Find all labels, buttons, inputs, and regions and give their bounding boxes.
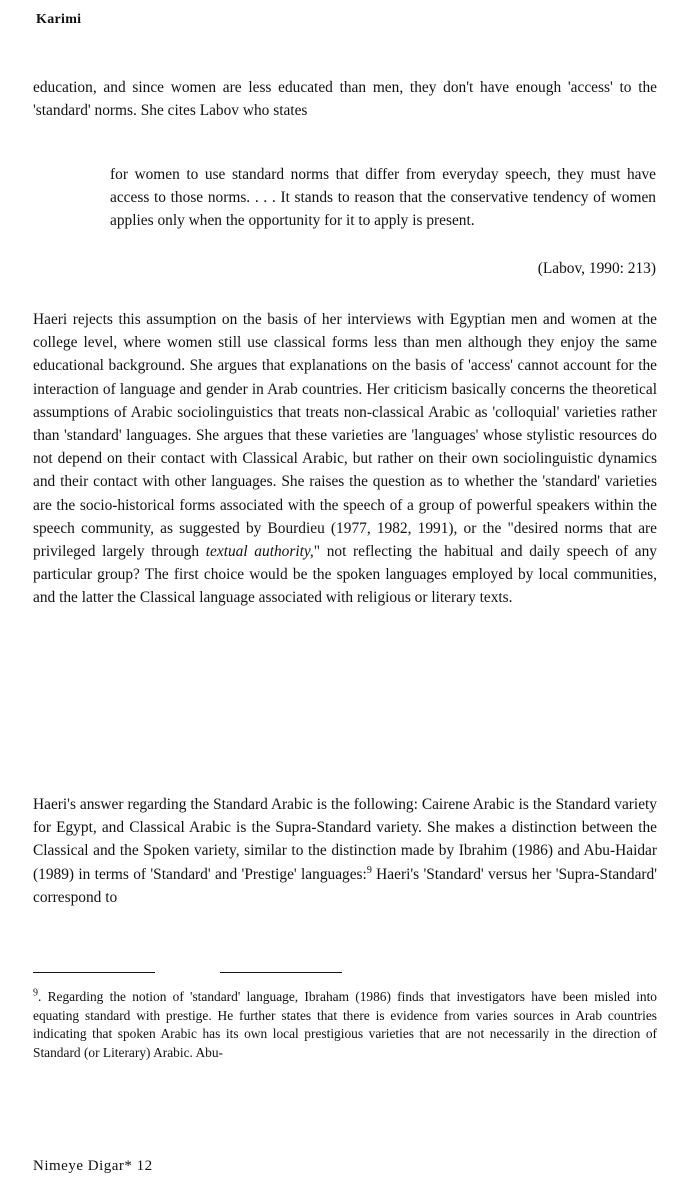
footnote bbox=[33, 988, 657, 1062]
paragraph-3-text-b: Haeri's 'Standard' versus her 'Supra-Standard' correspond to bbox=[33, 865, 657, 906]
footnote-text: . Regarding the notion of 'standard' language, Ibraham (1986) finds that investigators have been misled into equating standard with prestige. He further states that there is evidence from varies sources in Arab countries indicating that spoken Arabic has its own local prestigious varieties that are not necessarily in the direction of Standard (or Literary) Arabic. Abu- bbox=[33, 989, 657, 1060]
footnote-number: 9 bbox=[33, 987, 38, 999]
footnote-separator-left bbox=[33, 972, 155, 973]
footnote-reference-mark: 9 bbox=[366, 864, 372, 876]
block-quote: for women to use standard norms that differ from everyday speech, they must have access to those norms. . . . It stands to reason that the conservative tendency of women applies only when the opportunity for it to apply is present. bbox=[110, 166, 656, 230]
footnote-separator-right bbox=[220, 972, 342, 973]
paragraph-2-italic-phrase: textual authority, bbox=[205, 543, 314, 561]
paragraph-2-text-a: Haeri rejects this assumption on the basis of her interviews with Egyptian men and women at the college level, where women still use classical forms less than men although they enjoy the same educational background. She argues that explanations on the basis of 'access' cannot account for the interaction of language and gender in Arab countries. Her criticism basically concerns the theoretical assumptions of Arabic sociolinguistics that treats non-classical Arabic as 'colloquial' varieties rather than 'standard' languages. She argues that these varieties are 'languages' whose stylistic resources do not depend on their contact with Classical Arabic, but rather on their own sociolinguistic dynamics and their contact with other languages. She raises the question as to whether the 'standard' varieties are the socio-historical forms associated with the speech of a group of powerful speakers within the speech community, as suggested by Bourdieu (1977, 1982, 1991), or the "desired norms that are privileged largely through bbox=[33, 311, 657, 561]
running-footer-page: Nimeye Digar* 12 bbox=[33, 1158, 153, 1174]
paragraph-3 bbox=[33, 793, 657, 909]
running-header-author: Karimi bbox=[36, 12, 82, 27]
paragraph-2-text-b: " not reflecting the habitual and daily speech of any particular group? The first choice would be the spoken languages employed by local communities, and the latter the Classical language associated with religious or literary texts. bbox=[33, 543, 657, 607]
paragraph-2 bbox=[33, 308, 657, 610]
paragraph-3-text-a: Haeri's answer regarding the Standard Arabic is the following: Cairene Arabic is the Standard variety for Egypt, and Classical Arabic is the Supra-Standard variety. She makes a distinction between the Classical and the Spoken variety, similar to the distinction made by Ibrahim (1986) and Abu-Haidar (1989) in terms of 'Standard' and 'Prestige' languages: bbox=[33, 796, 657, 883]
paragraph-1: education, and since women are less educated than men, they don't have enough 'access' to the 'standard' norms. She cites Labov who states bbox=[33, 79, 657, 120]
quote-citation: (Labov, 1990: 213) bbox=[537, 260, 656, 277]
